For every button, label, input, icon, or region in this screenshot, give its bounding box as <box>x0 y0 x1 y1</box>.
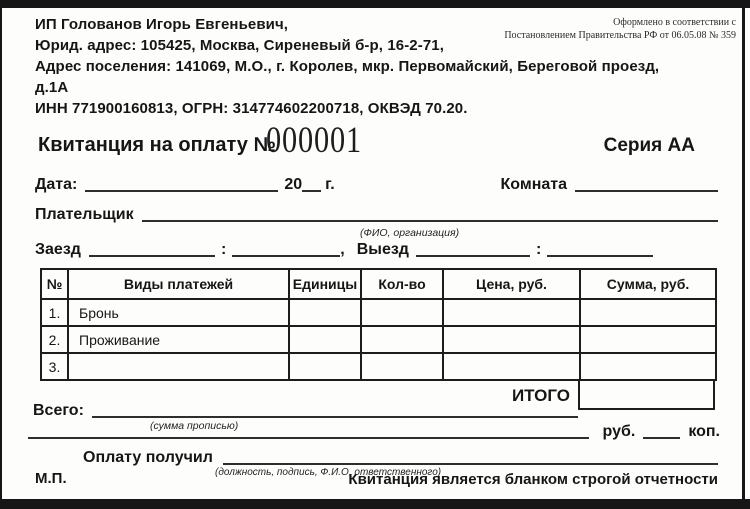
kop-label: коп. <box>688 423 720 440</box>
checkin-date-line <box>89 255 215 257</box>
checkin-time-line <box>232 255 340 257</box>
row2-sum-cell <box>581 327 717 354</box>
checkout-label: Выезд <box>356 241 409 258</box>
row2-number: 2. <box>42 327 69 354</box>
checkout-date-line <box>416 255 530 257</box>
year-suffix: г. <box>325 176 335 193</box>
room-line <box>575 190 718 192</box>
row3-units-cell <box>290 354 362 381</box>
payer-hint: (ФИО, организация) <box>360 227 460 239</box>
legal-note <box>476 16 736 42</box>
checkin-label: Заезд <box>35 241 81 258</box>
series-label: Серия АА <box>603 135 695 156</box>
checkout-time-line <box>547 255 653 257</box>
row3-sum-cell <box>581 354 717 381</box>
signature-hint: (должность, подпись, Ф.И.О. ответственного) <box>215 467 442 478</box>
rub-label: руб. <box>602 423 636 440</box>
total-words-hint: (сумма прописью) <box>150 420 239 432</box>
row3-price-cell <box>444 354 581 381</box>
col-header-quantity: Кол-во <box>362 270 444 300</box>
rub-kop-row <box>28 423 720 440</box>
col-header-payment-types: Виды платежей <box>69 270 290 300</box>
row1-units-cell <box>290 300 362 327</box>
row2-units-cell <box>290 327 362 354</box>
col-header-units: Единицы <box>290 270 362 300</box>
scan-border-bottom <box>0 499 750 509</box>
row2-quantity-cell <box>362 327 444 354</box>
vendor-registration-numbers: ИНН 771900160813, ОГРН: 314774602200718, ОКВЭД 70.20. <box>35 100 468 117</box>
total-words-line <box>92 416 578 418</box>
payment-received-label: Оплату получил <box>83 449 213 466</box>
col-header-sum: Сумма, руб. <box>581 270 717 300</box>
checkin-checkout-row <box>35 241 653 258</box>
row1-price-cell <box>444 300 581 327</box>
scan-border-left <box>0 0 2 509</box>
receipt-title: Квитанция на оплату № <box>38 134 276 156</box>
row3-payment-type <box>69 354 290 381</box>
vendor-name: ИП Голованов Игорь Евгеньевич, <box>35 16 289 33</box>
row2-price-cell <box>444 327 581 354</box>
total-words-label: Всего: <box>33 402 84 419</box>
room-label: Комната <box>500 176 567 193</box>
vendor-legal-address: Юрид. адрес: 105425, Москва, Сиреневый б-р, 16-2-71, <box>35 37 444 54</box>
row1-payment-type: Бронь <box>69 300 290 327</box>
payment-received-row <box>83 449 718 466</box>
year-line <box>302 190 321 192</box>
payer-row <box>35 206 718 223</box>
row1-quantity-cell <box>362 300 444 327</box>
row1-sum-cell <box>581 300 717 327</box>
amount-continuation-line <box>28 437 589 439</box>
row1-number: 1. <box>42 300 69 327</box>
receipt-number-value: 000001 <box>266 120 362 161</box>
date-label: Дата: <box>35 176 78 193</box>
legal-note-line2: Постановлением Правительства РФ от 06.05.08 № 359 <box>504 30 736 41</box>
row2-payment-type: Проживание <box>69 327 290 354</box>
total-amount-box <box>578 379 715 410</box>
checkin-colon: : <box>220 241 227 258</box>
legal-note-line1: Оформлено в соответствии с <box>613 17 736 28</box>
date-room-row <box>35 176 718 193</box>
kopeks-line <box>643 437 680 439</box>
total-words-row <box>33 402 578 419</box>
stamp-place-label: М.П. <box>35 470 67 487</box>
year-prefix: 20 <box>284 176 303 193</box>
separator-comma: , <box>340 241 345 258</box>
vendor-settlement-address: Адрес поселения: 141069, М.О., г. Королев, мкр. Первомайский, Береговой проезд, д.1А <box>35 58 660 96</box>
strict-accountability-note: Квитанция является бланком строгой отчетности <box>348 471 718 488</box>
col-header-number: № <box>42 270 69 300</box>
payer-label: Плательщик <box>35 206 134 223</box>
payer-line <box>142 220 718 222</box>
date-line <box>85 190 278 192</box>
checkout-colon: : <box>535 241 542 258</box>
row3-quantity-cell <box>362 354 444 381</box>
payments-table <box>40 268 717 381</box>
row3-number: 3. <box>42 354 69 381</box>
total-label: ИТОГО <box>511 386 570 405</box>
col-header-price: Цена, руб. <box>444 270 581 300</box>
signature-line <box>223 463 718 465</box>
receipt-number <box>266 122 383 159</box>
scan-border-right <box>742 0 745 501</box>
scan-border-top <box>0 0 750 8</box>
